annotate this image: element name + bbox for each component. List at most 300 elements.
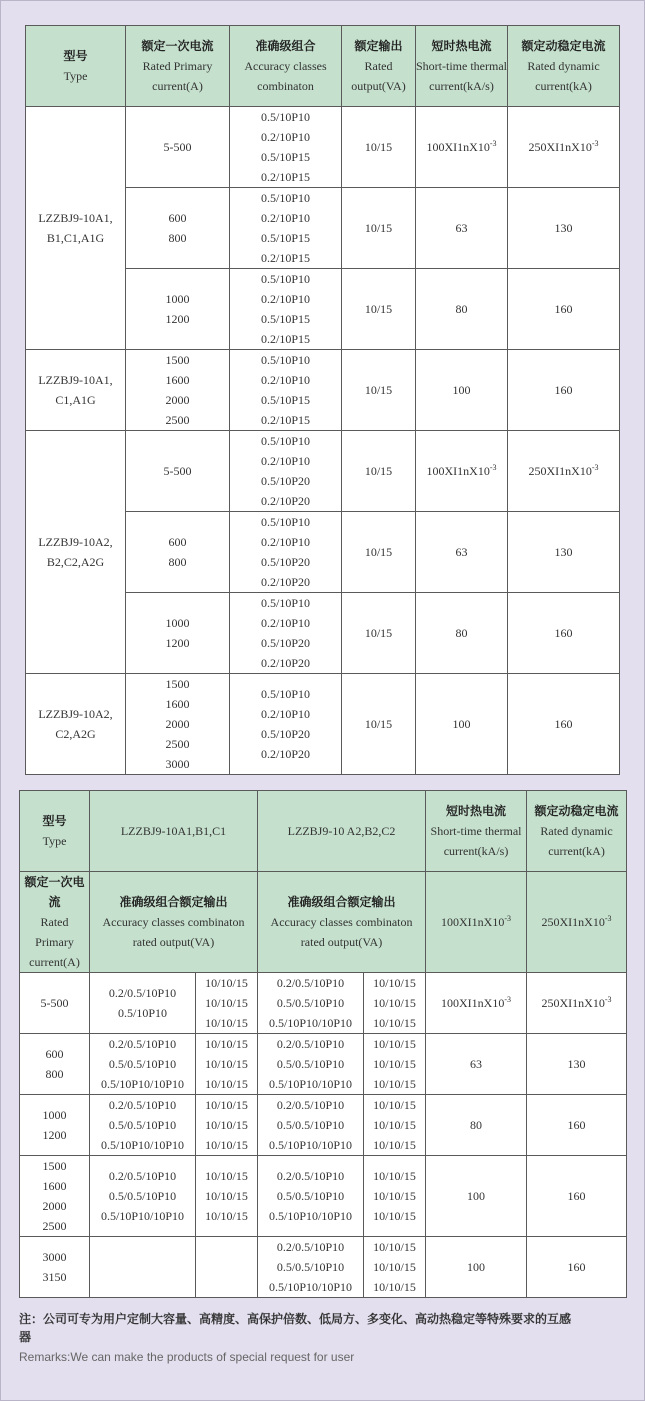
thermal-cell (416, 107, 508, 188)
output-a-cell (196, 1095, 258, 1156)
dynamic-current: 250XI1nX10 (541, 996, 605, 1010)
accuracy-class: 0.2/0.5/10P10 (276, 976, 345, 990)
model-type-cell (26, 674, 126, 775)
table2-header-row-2 (20, 872, 627, 973)
rated-output: 10/10/15 (373, 1077, 416, 1091)
model-b-header (258, 791, 426, 872)
thermal-current-exponent: -3 (504, 995, 512, 1004)
dynamic-cell (508, 512, 620, 593)
dynamic-current: 130 (554, 545, 573, 559)
thermal-cell (426, 973, 527, 1034)
accuracy-class: 0.2/10P15 (260, 332, 310, 346)
model-type-cell (26, 431, 126, 674)
rated-current: 2000 (42, 1199, 67, 1213)
header-en: Rated dynamic current(kA) (540, 824, 613, 858)
header-en: Accuracy classes combinaton rated output(VA) (270, 915, 413, 949)
output-a-cell (196, 1156, 258, 1237)
rated-current: 800 (168, 555, 187, 569)
accuracy-b-cell (258, 1034, 364, 1095)
accuracy-class: 0.5/10P10/10P10 (100, 1209, 184, 1223)
accuracy-class: 0.5/10P10/10P10 (100, 1077, 184, 1091)
rated-output: 10/10/15 (373, 1260, 416, 1274)
rated-output: 10/10/15 (205, 1016, 248, 1030)
table-row (20, 1034, 627, 1095)
rated-current: 5-500 (40, 996, 69, 1010)
accuracy-a-cell (90, 1156, 196, 1237)
rated-output: 10/10/15 (205, 1037, 248, 1051)
rated-output: 10/10/15 (205, 1077, 248, 1091)
rated-output: 10/10/15 (373, 1280, 416, 1294)
table-row (26, 431, 620, 512)
accuracy-class: 0.5/10P20 (260, 474, 310, 488)
output-cell (342, 188, 416, 269)
dynamic-cell (508, 350, 620, 431)
header-zh: 额定一次电流 (141, 39, 214, 53)
accuracy-class: 0.5/10P10 (260, 596, 310, 610)
rated-current: 1200 (42, 1128, 67, 1142)
table-row (20, 973, 627, 1034)
accuracy-class: 0.5/10P20 (260, 555, 310, 569)
thermal-current: 80 (455, 626, 468, 640)
rated-current: 800 (45, 1067, 64, 1081)
model-type: C1,A1G (55, 393, 96, 407)
thermal-formula-value-exponent: -3 (504, 914, 512, 923)
accuracy-class: 0.5/10P10 (117, 1006, 167, 1020)
rated-output: 10/15 (364, 140, 393, 154)
accuracy-class: 0.2/10P10 (260, 454, 310, 468)
model-type: B1,C1,A1G (46, 231, 105, 245)
rated-current: 5-500 (163, 464, 192, 478)
dynamic-current: 160 (567, 1260, 586, 1274)
accuracy-class: 0.2/10P10 (260, 373, 310, 387)
accuracy-class: 0.5/0.5/10P10 (276, 1118, 345, 1132)
dynamic-cell (508, 674, 620, 775)
output-a-cell (196, 1034, 258, 1095)
accuracy-b-cell (258, 1095, 364, 1156)
column-header (342, 26, 416, 107)
rated-current: 3150 (42, 1270, 67, 1284)
rated-output: 10/10/15 (205, 1169, 248, 1183)
rated-current: 1200 (165, 312, 190, 326)
rated-output: 10/15 (364, 221, 393, 235)
thermal-current: 63 (455, 545, 468, 559)
rated-current-cell (126, 188, 230, 269)
table-row (20, 1156, 627, 1237)
output-cell (342, 593, 416, 674)
header-zh: 额定动稳定电流 (521, 39, 606, 53)
thermal-current: 100 (452, 717, 471, 731)
dynamic-formula-value-exponent: -3 (604, 914, 612, 923)
rated-current-cell (126, 431, 230, 512)
column-header (416, 26, 508, 107)
header-en: Accuracy classes combinaton (244, 59, 327, 93)
accuracy-class: 0.5/10P15 (260, 150, 310, 164)
rated-current-cell (20, 1237, 90, 1298)
accuracy-class: 0.5/10P10/10P10 (268, 1280, 352, 1294)
output-b-cell (364, 1034, 426, 1095)
accuracy-class: 0.5/10P10 (260, 272, 310, 286)
accuracy-class: 0.2/0.5/10P10 (108, 1169, 177, 1183)
accuracy-class: 0.2/10P20 (260, 747, 310, 761)
rated-current: 1500 (165, 677, 190, 691)
rated-output: 10/10/15 (373, 1240, 416, 1254)
current-header (20, 872, 90, 973)
header-zh: 型号 (63, 49, 88, 63)
rated-current: 2500 (42, 1219, 67, 1233)
accuracy-b-cell (258, 1237, 364, 1298)
header-zh: 额定动稳定电流 (534, 804, 619, 818)
accuracy-class: 0.5/10P10 (260, 687, 310, 701)
thermal-current-exponent: -3 (489, 463, 497, 472)
rated-output: 10/10/15 (205, 1057, 248, 1071)
rated-current: 600 (168, 535, 187, 549)
rated-current-cell (126, 512, 230, 593)
dynamic-cell (527, 1237, 627, 1298)
rated-current: 1000 (42, 1108, 67, 1122)
dynamic-cell (508, 593, 620, 674)
output-b-cell (364, 1237, 426, 1298)
dynamic-current: 160 (567, 1189, 586, 1203)
output-a-cell (196, 973, 258, 1034)
dynamic-current-exponent: -3 (591, 139, 599, 148)
output-b-cell (364, 973, 426, 1034)
spec-table-dual (19, 790, 627, 1298)
column-header (126, 26, 230, 107)
accuracy-class: 0.5/10P15 (260, 231, 310, 245)
model-a-header (90, 791, 258, 872)
accuracy-class: 0.2/10P10 (260, 211, 310, 225)
column-header (508, 26, 620, 107)
rated-output: 10/10/15 (373, 1057, 416, 1071)
rated-current: 1200 (165, 636, 190, 650)
rated-current-cell (126, 269, 230, 350)
thermal-cell (416, 593, 508, 674)
thermal-current: 80 (455, 302, 468, 316)
note-english: Remarks:We can make the products of special request for user (19, 1350, 355, 1364)
rated-output: 10/10/15 (205, 1118, 248, 1132)
accuracy-class: 0.2/10P10 (260, 292, 310, 306)
accuracy-a-cell (90, 1095, 196, 1156)
header-zh: 准确级组合额定输出 (119, 895, 228, 909)
output-a-cell (196, 1237, 258, 1298)
output-cell (342, 674, 416, 775)
output-cell (342, 350, 416, 431)
table-row (26, 107, 620, 188)
accuracy-cell (230, 269, 342, 350)
rated-current: 3000 (42, 1250, 67, 1264)
dynamic-current: 250XI1nX10 (528, 140, 592, 154)
dynamic-current: 130 (567, 1057, 586, 1071)
output-b-cell (364, 1156, 426, 1237)
rated-current: 600 (45, 1047, 64, 1061)
header-en: Short-time thermal current(kA/s) (416, 59, 507, 93)
thermal-formula-value: 100XI1nX10 (441, 915, 505, 929)
type-header (20, 791, 90, 872)
model-type: LZZBJ9-10A1, (38, 373, 113, 387)
column-header (230, 26, 342, 107)
output-cell (342, 512, 416, 593)
thermal-cell (426, 1237, 527, 1298)
header-zh: 短时热电流 (431, 39, 492, 53)
model-type: LZZBJ9-10A2, (38, 535, 113, 549)
table-row (26, 350, 620, 431)
accuracy-b-cell (258, 1156, 364, 1237)
acc-header-b (258, 872, 426, 973)
rated-output: 10/10/15 (373, 1118, 416, 1132)
header-en: Type (63, 69, 88, 83)
accuracy-class: 0.5/10P10 (260, 110, 310, 124)
dynamic-current: 160 (554, 717, 573, 731)
model-a: LZZBJ9-10A1,B1,C1 (120, 824, 227, 838)
spec-table-single (25, 25, 620, 775)
thermal-current: 100 (452, 383, 471, 397)
accuracy-cell (230, 674, 342, 775)
rated-current-cell (20, 1034, 90, 1095)
dynamic-cell (508, 431, 620, 512)
rated-output: 10/10/15 (205, 1138, 248, 1152)
dynamic-cell (527, 973, 627, 1034)
accuracy-cell (230, 350, 342, 431)
model-type-cell (26, 107, 126, 350)
dynamic-cell (508, 269, 620, 350)
thermal-current: 100 (467, 1189, 486, 1203)
accuracy-class: 0.5/0.5/10P10 (108, 1057, 177, 1071)
rated-output: 10/15 (364, 626, 393, 640)
accuracy-cell (230, 431, 342, 512)
accuracy-class: 0.5/10P20 (260, 636, 310, 650)
accuracy-class: 0.2/0.5/10P10 (276, 1037, 345, 1051)
dynamic-cell (527, 1034, 627, 1095)
dynamic-header (527, 791, 627, 872)
rated-output: 10/10/15 (373, 1037, 416, 1051)
rated-output: 10/10/15 (205, 1098, 248, 1112)
accuracy-class: 0.5/0.5/10P10 (276, 1189, 345, 1203)
header-zh: 型号 (42, 814, 67, 828)
accuracy-class: 0.5/10P10 (260, 353, 310, 367)
accuracy-class: 0.2/10P20 (260, 575, 310, 589)
rated-current-cell (20, 973, 90, 1034)
dynamic-current-exponent: -3 (591, 463, 599, 472)
rated-output: 10/10/15 (373, 1016, 416, 1030)
thermal-current: 100 (467, 1260, 486, 1274)
accuracy-class: 0.2/10P15 (260, 251, 310, 265)
thermal-cell (416, 269, 508, 350)
accuracy-class: 0.5/0.5/10P10 (276, 1057, 345, 1071)
rated-current: 5-500 (163, 140, 192, 154)
output-cell (342, 269, 416, 350)
accuracy-class: 0.2/10P10 (260, 535, 310, 549)
dynamic-current: 130 (554, 221, 573, 235)
header-zh: 短时热电流 (446, 804, 507, 818)
rated-output: 10/10/15 (205, 1209, 248, 1223)
thermal-current: 63 (455, 221, 468, 235)
output-b-cell (364, 1095, 426, 1156)
header-zh: 准确级组合额定输出 (287, 895, 396, 909)
rated-output: 10/15 (364, 302, 393, 316)
rated-current: 1500 (165, 353, 190, 367)
model-b: LZZBJ9-10 A2,B2,C2 (287, 824, 396, 838)
rated-output: 10/15 (364, 464, 393, 478)
model-type: LZZBJ9-10A2, (38, 707, 113, 721)
thermal-cell (416, 350, 508, 431)
accuracy-class: 0.2/10P20 (260, 494, 310, 508)
accuracy-class: 0.5/0.5/10P10 (108, 1189, 177, 1203)
accuracy-class: 0.5/10P10/10P10 (268, 1016, 352, 1030)
accuracy-class: 0.2/10P20 (260, 656, 310, 670)
dynamic-cell (508, 107, 620, 188)
thermal-current-exponent: -3 (489, 139, 497, 148)
dynamic-formula-value: 250XI1nX10 (541, 915, 605, 929)
thermal-cell (426, 1095, 527, 1156)
dynamic-formula (527, 872, 627, 973)
table-header-row (26, 26, 620, 107)
model-type: B2,C2,A2G (46, 555, 105, 569)
rated-current-cell (126, 350, 230, 431)
accuracy-class: 0.5/10P10/10P10 (268, 1077, 352, 1091)
accuracy-a-cell (90, 973, 196, 1034)
rated-output: 10/10/15 (373, 1189, 416, 1203)
rated-output: 10/10/15 (373, 1138, 416, 1152)
accuracy-class: 0.2/0.5/10P10 (108, 986, 177, 1000)
thermal-cell (416, 188, 508, 269)
model-type-cell (26, 350, 126, 431)
rated-current-cell (126, 593, 230, 674)
rated-current: 1600 (165, 697, 190, 711)
header-zh: 额定输出 (354, 39, 403, 53)
rated-output: 10/10/15 (205, 996, 248, 1010)
accuracy-class: 0.5/0.5/10P10 (276, 1260, 345, 1274)
accuracy-class: 0.5/10P20 (260, 727, 310, 741)
thermal-formula (426, 872, 527, 973)
accuracy-cell (230, 188, 342, 269)
accuracy-cell (230, 107, 342, 188)
dynamic-current: 160 (554, 626, 573, 640)
rated-current: 600 (168, 211, 187, 225)
dynamic-current: 160 (554, 383, 573, 397)
accuracy-cell (230, 512, 342, 593)
accuracy-class: 0.5/10P10/10P10 (268, 1209, 352, 1223)
dynamic-cell (508, 188, 620, 269)
header-zh: 准确级组合 (255, 39, 316, 53)
dynamic-cell (527, 1095, 627, 1156)
rated-current-cell (20, 1156, 90, 1237)
accuracy-class: 0.5/10P10/10P10 (268, 1138, 352, 1152)
accuracy-class: 0.2/0.5/10P10 (108, 1098, 177, 1112)
rated-output: 10/10/15 (205, 976, 248, 990)
accuracy-class: 0.5/10P10 (260, 434, 310, 448)
dynamic-current-exponent: -3 (604, 995, 612, 1004)
header-en: Accuracy classes combinaton rated output(VA) (102, 915, 245, 949)
table2-header-row-1 (20, 791, 627, 872)
accuracy-class: 0.2/0.5/10P10 (276, 1098, 345, 1112)
accuracy-class: 0.2/0.5/10P10 (276, 1169, 345, 1183)
accuracy-a-cell (90, 1034, 196, 1095)
accuracy-class: 0.5/10P15 (260, 393, 310, 407)
thermal-cell (416, 512, 508, 593)
rated-current-cell (126, 674, 230, 775)
accuracy-class: 0.2/10P10 (260, 707, 310, 721)
accuracy-class: 0.5/10P15 (260, 312, 310, 326)
rated-current: 2000 (165, 393, 190, 407)
thermal-cell (416, 431, 508, 512)
rated-current: 2500 (165, 413, 190, 427)
rated-output: 10/15 (364, 383, 393, 397)
thermal-cell (416, 674, 508, 775)
header-en: Rated Primary current(A) (142, 59, 213, 93)
thermal-current: 80 (470, 1118, 483, 1132)
thermal-cell (426, 1156, 527, 1237)
rated-current: 1600 (165, 373, 190, 387)
header-en: Rated Primary current(A) (29, 915, 80, 969)
accuracy-class: 0.2/0.5/10P10 (276, 1240, 345, 1254)
rated-output: 10/15 (364, 717, 393, 731)
acc-header-a (90, 872, 258, 973)
model-type: LZZBJ9-10A1, (38, 211, 113, 225)
thermal-current: 100XI1nX10 (426, 140, 490, 154)
rated-current: 1000 (165, 616, 190, 630)
accuracy-b-cell (258, 973, 364, 1034)
accuracy-class: 0.5/10P10 (260, 191, 310, 205)
rated-output: 10/10/15 (205, 1189, 248, 1203)
rated-current: 1600 (42, 1179, 67, 1193)
accuracy-cell (230, 593, 342, 674)
thermal-current: 100XI1nX10 (441, 996, 505, 1010)
accuracy-class: 0.2/10P15 (260, 170, 310, 184)
rated-output: 10/10/15 (373, 1209, 416, 1223)
thermal-header (426, 791, 527, 872)
header-en: Type (42, 834, 67, 848)
thermal-current: 100XI1nX10 (426, 464, 490, 478)
output-cell (342, 431, 416, 512)
table-row (26, 674, 620, 775)
rated-current: 800 (168, 231, 187, 245)
table-row (20, 1095, 627, 1156)
dynamic-current: 250XI1nX10 (528, 464, 592, 478)
accuracy-class: 0.2/10P15 (260, 413, 310, 427)
rated-current-cell (126, 107, 230, 188)
note-chinese: 注：公司可专为用户定制大容量、高精度、高保护倍数、低局方、多变化、高动热稳定等特殊要求的互感器 (19, 1312, 572, 1344)
header-zh: 额定一次电流 (24, 875, 85, 909)
rated-current-cell (20, 1095, 90, 1156)
accuracy-class: 0.5/10P10 (260, 515, 310, 529)
accuracy-class: 0.2/10P10 (260, 616, 310, 630)
header-en: Rated dynamic current(kA) (527, 59, 600, 93)
dynamic-current: 160 (567, 1118, 586, 1132)
accuracy-class: 0.5/0.5/10P10 (276, 996, 345, 1010)
rated-output: 10/10/15 (373, 976, 416, 990)
rated-output: 10/10/15 (373, 996, 416, 1010)
table-row (20, 1237, 627, 1298)
thermal-current: 63 (470, 1057, 483, 1071)
output-cell (342, 107, 416, 188)
dynamic-cell (527, 1156, 627, 1237)
rated-current: 3000 (165, 757, 190, 771)
rated-current: 2000 (165, 717, 190, 731)
rated-current: 1000 (165, 292, 190, 306)
accuracy-class: 0.5/0.5/10P10 (108, 1118, 177, 1132)
rated-output: 10/15 (364, 545, 393, 559)
rated-current: 1500 (42, 1159, 67, 1173)
model-type: C2,A2G (55, 727, 96, 741)
accuracy-class: 0.5/10P10/10P10 (100, 1138, 184, 1152)
accuracy-class: 0.2/0.5/10P10 (108, 1037, 177, 1051)
header-en: Short-time thermal current(kA/s) (430, 824, 522, 858)
accuracy-class: 0.2/10P10 (260, 130, 310, 144)
rated-output: 10/10/15 (373, 1169, 416, 1183)
header-en: Rated output(VA) (351, 59, 406, 93)
accuracy-a-cell (90, 1237, 196, 1298)
thermal-cell (426, 1034, 527, 1095)
